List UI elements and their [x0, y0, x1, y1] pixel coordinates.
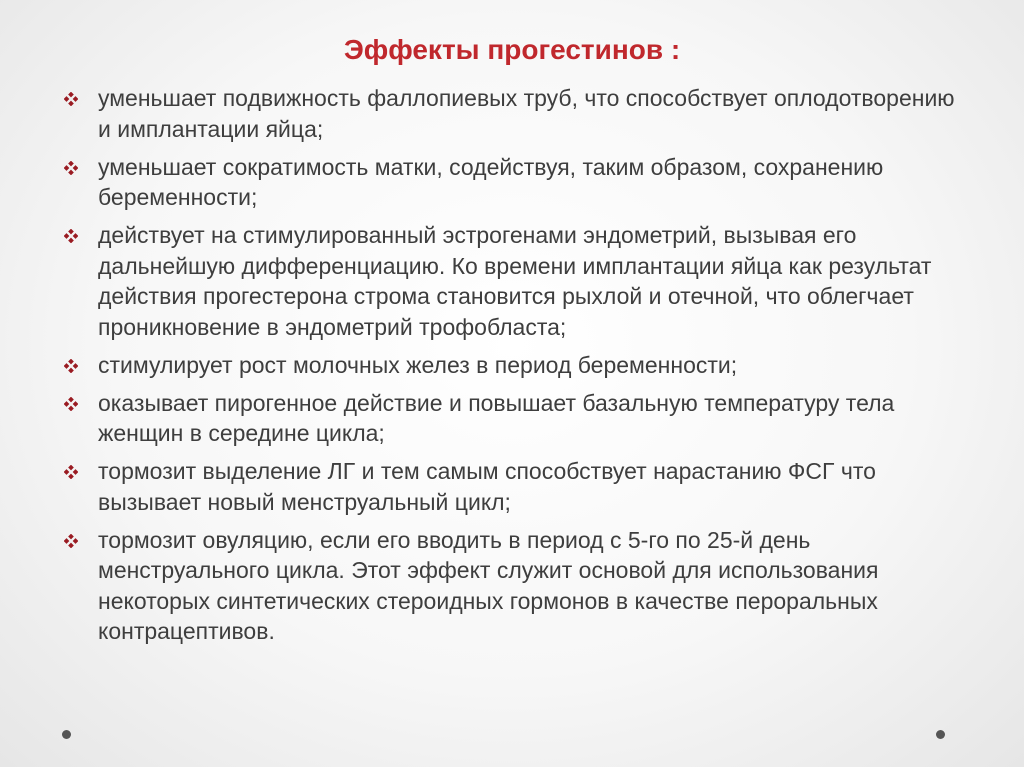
bullet-text: действует на стимулированный эстрогенами эндометрий, вызывая его дальнейшую дифференциацию. Ко времени имплантации яйца как результат действия прогестерона строма становится рыхлой и отечной, что облегчает проникновение в эндометрий трофобласта;: [98, 222, 932, 340]
bullet-item: [60, 152, 960, 213]
bullet-item: [60, 220, 960, 342]
diamond-bullet-icon: [64, 229, 78, 243]
bullet-item: [60, 525, 960, 647]
diamond-bullet-icon: [64, 465, 78, 479]
bullet-text: тормозит овуляцию, если его вводить в период с 5-го по 25-й день менструального цикла. Этот эффект служит основой для использования некоторых синтетических стероидных гормонов в качестве пероральных контрацептивов.: [98, 526, 879, 644]
slide-title: Эффекты прогестинов :: [343, 34, 681, 65]
corner-dot-right: [936, 730, 945, 739]
diamond-bullet-icon: [64, 359, 78, 373]
diamond-bullet-icon: [64, 161, 78, 175]
diamond-bullet-icon: [64, 534, 78, 548]
bullet-item: [60, 350, 960, 381]
bullet-text: уменьшает сократимость матки, содействуя, таким образом, сохранению беременности;: [98, 153, 884, 210]
bullet-text: стимулирует рост молочных желез в период беременности;: [98, 351, 738, 378]
bullet-list: [60, 83, 960, 654]
bullet-text: оказывает пирогенное действие и повышает базальную температуру тела женщин в середине цикла;: [98, 389, 895, 446]
bullet-text: уменьшает подвижность фаллопиевых труб, что способствует оплодотворению и имплантации яйца;: [98, 85, 955, 142]
bullet-text: тормозит выделение ЛГ и тем самым способствует нарастанию ФСГ что вызывает новый менструальный цикл;: [98, 458, 876, 515]
diamond-bullet-icon: [64, 397, 78, 411]
bullet-item: [60, 456, 960, 517]
bullet-item: [60, 388, 960, 449]
diamond-bullet-icon: [64, 92, 78, 106]
bullet-item: [60, 83, 960, 144]
corner-dot-left: [62, 730, 71, 739]
